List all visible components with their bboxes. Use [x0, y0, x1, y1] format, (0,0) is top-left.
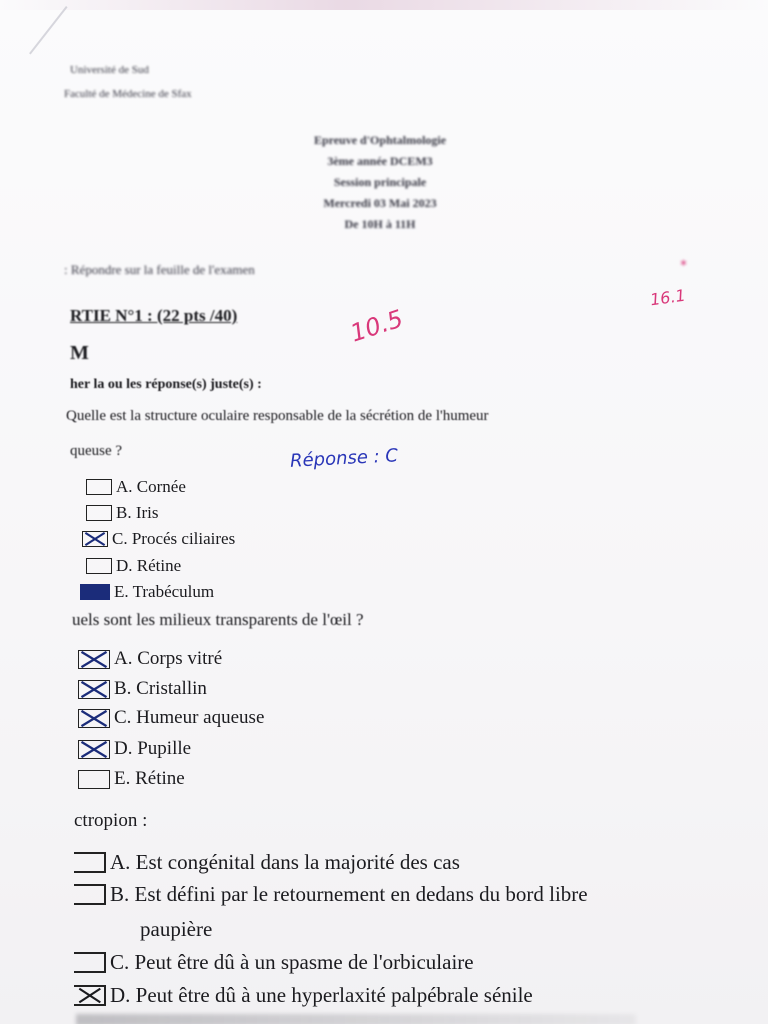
exam-instruction-text: Répondre sur la feuille de l'examen [70, 262, 255, 277]
checkbox-crossed-icon[interactable] [78, 680, 110, 699]
checkbox-crossed-icon[interactable] [78, 650, 110, 669]
checkbox-filled-icon[interactable] [80, 584, 110, 600]
checkbox-empty-icon[interactable] [86, 479, 112, 495]
question-3-text: ctropion : [74, 810, 148, 831]
university-name: Université de Sud [70, 64, 149, 76]
option-label: D. Peut être dû à une hyperlaxité palpébrale sénile [110, 983, 533, 1007]
option-label: D. Rétine [116, 556, 182, 575]
q2-option-d[interactable] [78, 738, 191, 760]
q2-option-b[interactable] [78, 678, 207, 700]
q1-option-a[interactable] [86, 477, 186, 497]
option-label: D. Pupille [114, 738, 192, 759]
option-label: B. Est défini par le retournement en dedans du bord libre [110, 882, 588, 906]
exam-header-block [200, 130, 560, 235]
option-label: A. Cornée [116, 477, 186, 496]
option-label: C. Procés ciliaires [112, 529, 236, 548]
score-right: 16.1 [648, 285, 687, 310]
q2-option-a[interactable] [78, 648, 222, 670]
q3-option-b-continuation [140, 917, 212, 942]
score-left: 10.5 [346, 304, 407, 348]
exam-session: Session principale [333, 175, 427, 189]
question-2-text: uels sont les milieux transparents de l'œil ? [72, 610, 364, 629]
handwritten-answer-note: Réponse : C [289, 445, 399, 472]
option-label: A. Corps vitré [114, 648, 223, 669]
section-title: M [70, 342, 89, 364]
exam-time: De 10H à 11H [344, 217, 416, 231]
question-1-text-line2: queuse ? [70, 443, 123, 459]
question-1-text-line1: Quelle est la structure oculaire responsable de la sécrétion de l'humeur [66, 408, 489, 424]
exam-instruction: : Répondre sur la feuille de l'examen [64, 262, 255, 277]
q2-option-e[interactable] [78, 768, 185, 790]
option-label-continuation: paupière [140, 917, 213, 941]
option-label: E. Rétine [114, 768, 185, 789]
exam-title: Epreuve d'Ophtalmologie [313, 133, 447, 147]
checkbox-empty-icon[interactable] [74, 884, 106, 905]
exam-year: 3ème année DCEM3 [327, 154, 433, 168]
checkbox-empty-icon[interactable] [74, 952, 106, 973]
checkbox-empty-icon[interactable] [78, 770, 110, 789]
option-label: B. Cristallin [114, 678, 207, 699]
option-label: C. Humeur aqueuse [114, 707, 265, 728]
checkbox-crossed-icon[interactable] [74, 985, 106, 1006]
checkbox-empty-icon[interactable] [86, 505, 112, 521]
q1-option-e[interactable] [80, 582, 214, 602]
partie-heading: RTIE N°1 : (22 pts /40) [70, 306, 238, 325]
cut-off-text-line [76, 1014, 636, 1024]
page-edge-shadow [0, 0, 768, 10]
q2-option-c[interactable] [78, 707, 264, 729]
paper-fold-mark [29, 6, 115, 91]
q3-option-a[interactable] [74, 850, 460, 875]
option-label: E. Trabéculum [114, 582, 215, 601]
checkbox-empty-icon[interactable] [74, 852, 106, 873]
option-label: B. Iris [116, 503, 159, 522]
faculty-name: Faculté de Médecine de Sfax [64, 88, 192, 100]
checkbox-empty-icon[interactable] [86, 558, 112, 574]
q3-option-c[interactable] [74, 950, 474, 975]
q1-option-c[interactable] [82, 529, 235, 549]
exam-date: Mercredi 03 Mai 2023 [323, 196, 437, 210]
option-label: C. Peut être dû à un spasme de l'orbiculaire [110, 950, 474, 974]
checkbox-crossed-icon[interactable] [78, 740, 110, 759]
q1-option-d[interactable] [86, 556, 181, 576]
option-label: A. Est congénital dans la majorité des cas [110, 850, 460, 874]
q3-option-b[interactable] [74, 882, 588, 907]
section-instruction: her la ou les réponse(s) juste(s) : [70, 377, 262, 392]
red-pen-mark: * [680, 258, 687, 274]
checkbox-crossed-icon[interactable] [78, 709, 110, 728]
checkbox-crossed-icon[interactable] [82, 531, 108, 547]
q3-option-d[interactable] [74, 983, 533, 1008]
q1-option-b[interactable] [86, 503, 159, 523]
